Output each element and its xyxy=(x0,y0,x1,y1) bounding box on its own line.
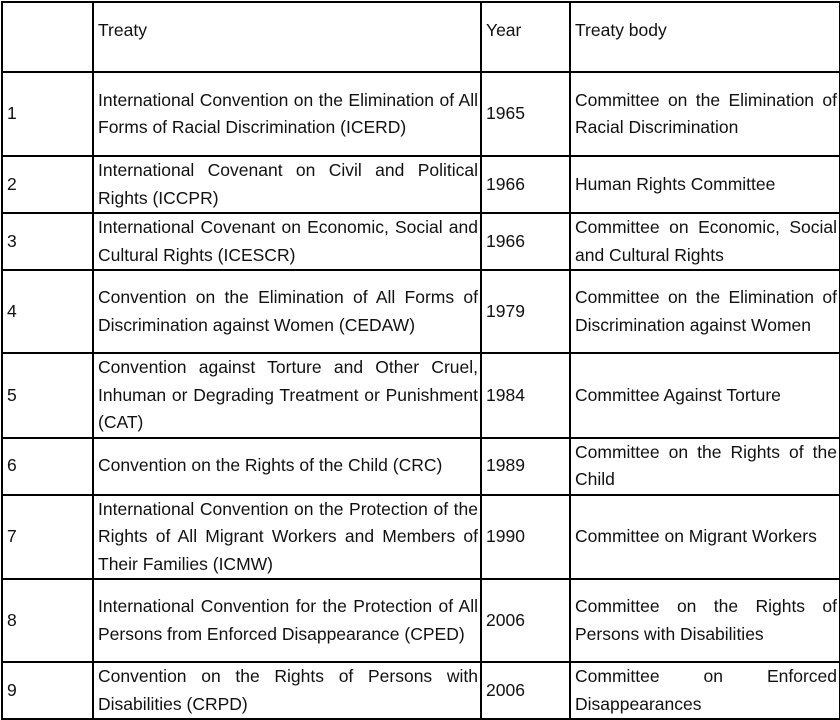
table-row xyxy=(2,353,840,438)
row-number: 7 xyxy=(2,495,93,580)
treaty-body: Committee on the Elimination of Discrimination against Women xyxy=(570,270,840,353)
table-row xyxy=(2,72,840,156)
treaty-year: 1979 xyxy=(481,270,570,353)
treaty-body: Committee on the Rights of the Child xyxy=(570,438,840,495)
row-number: 8 xyxy=(2,579,93,662)
row-number: 1 xyxy=(2,72,93,156)
table-row xyxy=(2,662,840,719)
treaty-body: Human Rights Committee xyxy=(570,156,840,213)
table-row xyxy=(2,156,840,213)
treaty-body: Committee on the Elimination of Racial Discrimination xyxy=(570,72,840,156)
treaty-name: International Covenant on Economic, Social and Cultural Rights (ICESCR) xyxy=(93,213,481,270)
row-number: 4 xyxy=(2,270,93,353)
table-row xyxy=(2,270,840,353)
treaty-name: Convention on the Elimination of All Forms of Discrimination against Women (CEDAW) xyxy=(93,270,481,353)
treaty-name: Convention on the Rights of the Child (CRC) xyxy=(93,438,481,495)
treaty-year: 1966 xyxy=(481,156,570,213)
table-row xyxy=(2,495,840,580)
treaty-year: 1989 xyxy=(481,438,570,495)
row-number: 6 xyxy=(2,438,93,495)
row-number: 9 xyxy=(2,662,93,719)
table-row xyxy=(2,438,840,495)
treaty-name: International Convention on the Protection of the Rights of All Migrant Workers and Members of Their Families (ICMW) xyxy=(93,495,481,580)
treaty-year: 2006 xyxy=(481,579,570,662)
treaty-name: Convention against Torture and Other Cruel, Inhuman or Degrading Treatment or Punishment (CAT) xyxy=(93,353,481,438)
treaty-body: Committee on Migrant Workers xyxy=(570,495,840,580)
treaty-body: Committee Against Torture xyxy=(570,353,840,438)
table-row xyxy=(2,579,840,662)
treaty-name: Convention on the Rights of Persons with Disabilities (CRPD) xyxy=(93,662,481,719)
treaty-body: Committee on Economic, Social and Cultural Rights xyxy=(570,213,840,270)
row-number: 3 xyxy=(2,213,93,270)
treaty-year: 1990 xyxy=(481,495,570,580)
row-number: 5 xyxy=(2,353,93,438)
row-number: 2 xyxy=(2,156,93,213)
treaty-body: Committee on the Rights of Persons with Disabilities xyxy=(570,579,840,662)
header-number xyxy=(2,2,93,72)
treaty-body: Committee on Enforced Disappearances xyxy=(570,662,840,719)
header-row xyxy=(2,2,840,72)
treaty-name: International Convention on the Elimination of All Forms of Racial Discrimination (ICERD) xyxy=(93,72,481,156)
table-row xyxy=(2,213,840,270)
treaty-year: 1984 xyxy=(481,353,570,438)
header-year: Year xyxy=(481,2,570,72)
treaty-table xyxy=(1,1,840,720)
treaty-year: 1966 xyxy=(481,213,570,270)
treaty-year: 1965 xyxy=(481,72,570,156)
treaty-name: International Convention for the Protection of All Persons from Enforced Disappearance (CPED) xyxy=(93,579,481,662)
header-treaty: Treaty xyxy=(93,2,481,72)
treaty-name: International Covenant on Civil and Political Rights (ICCPR) xyxy=(93,156,481,213)
treaty-year: 2006 xyxy=(481,662,570,719)
header-treaty-body: Treaty body xyxy=(570,2,840,72)
